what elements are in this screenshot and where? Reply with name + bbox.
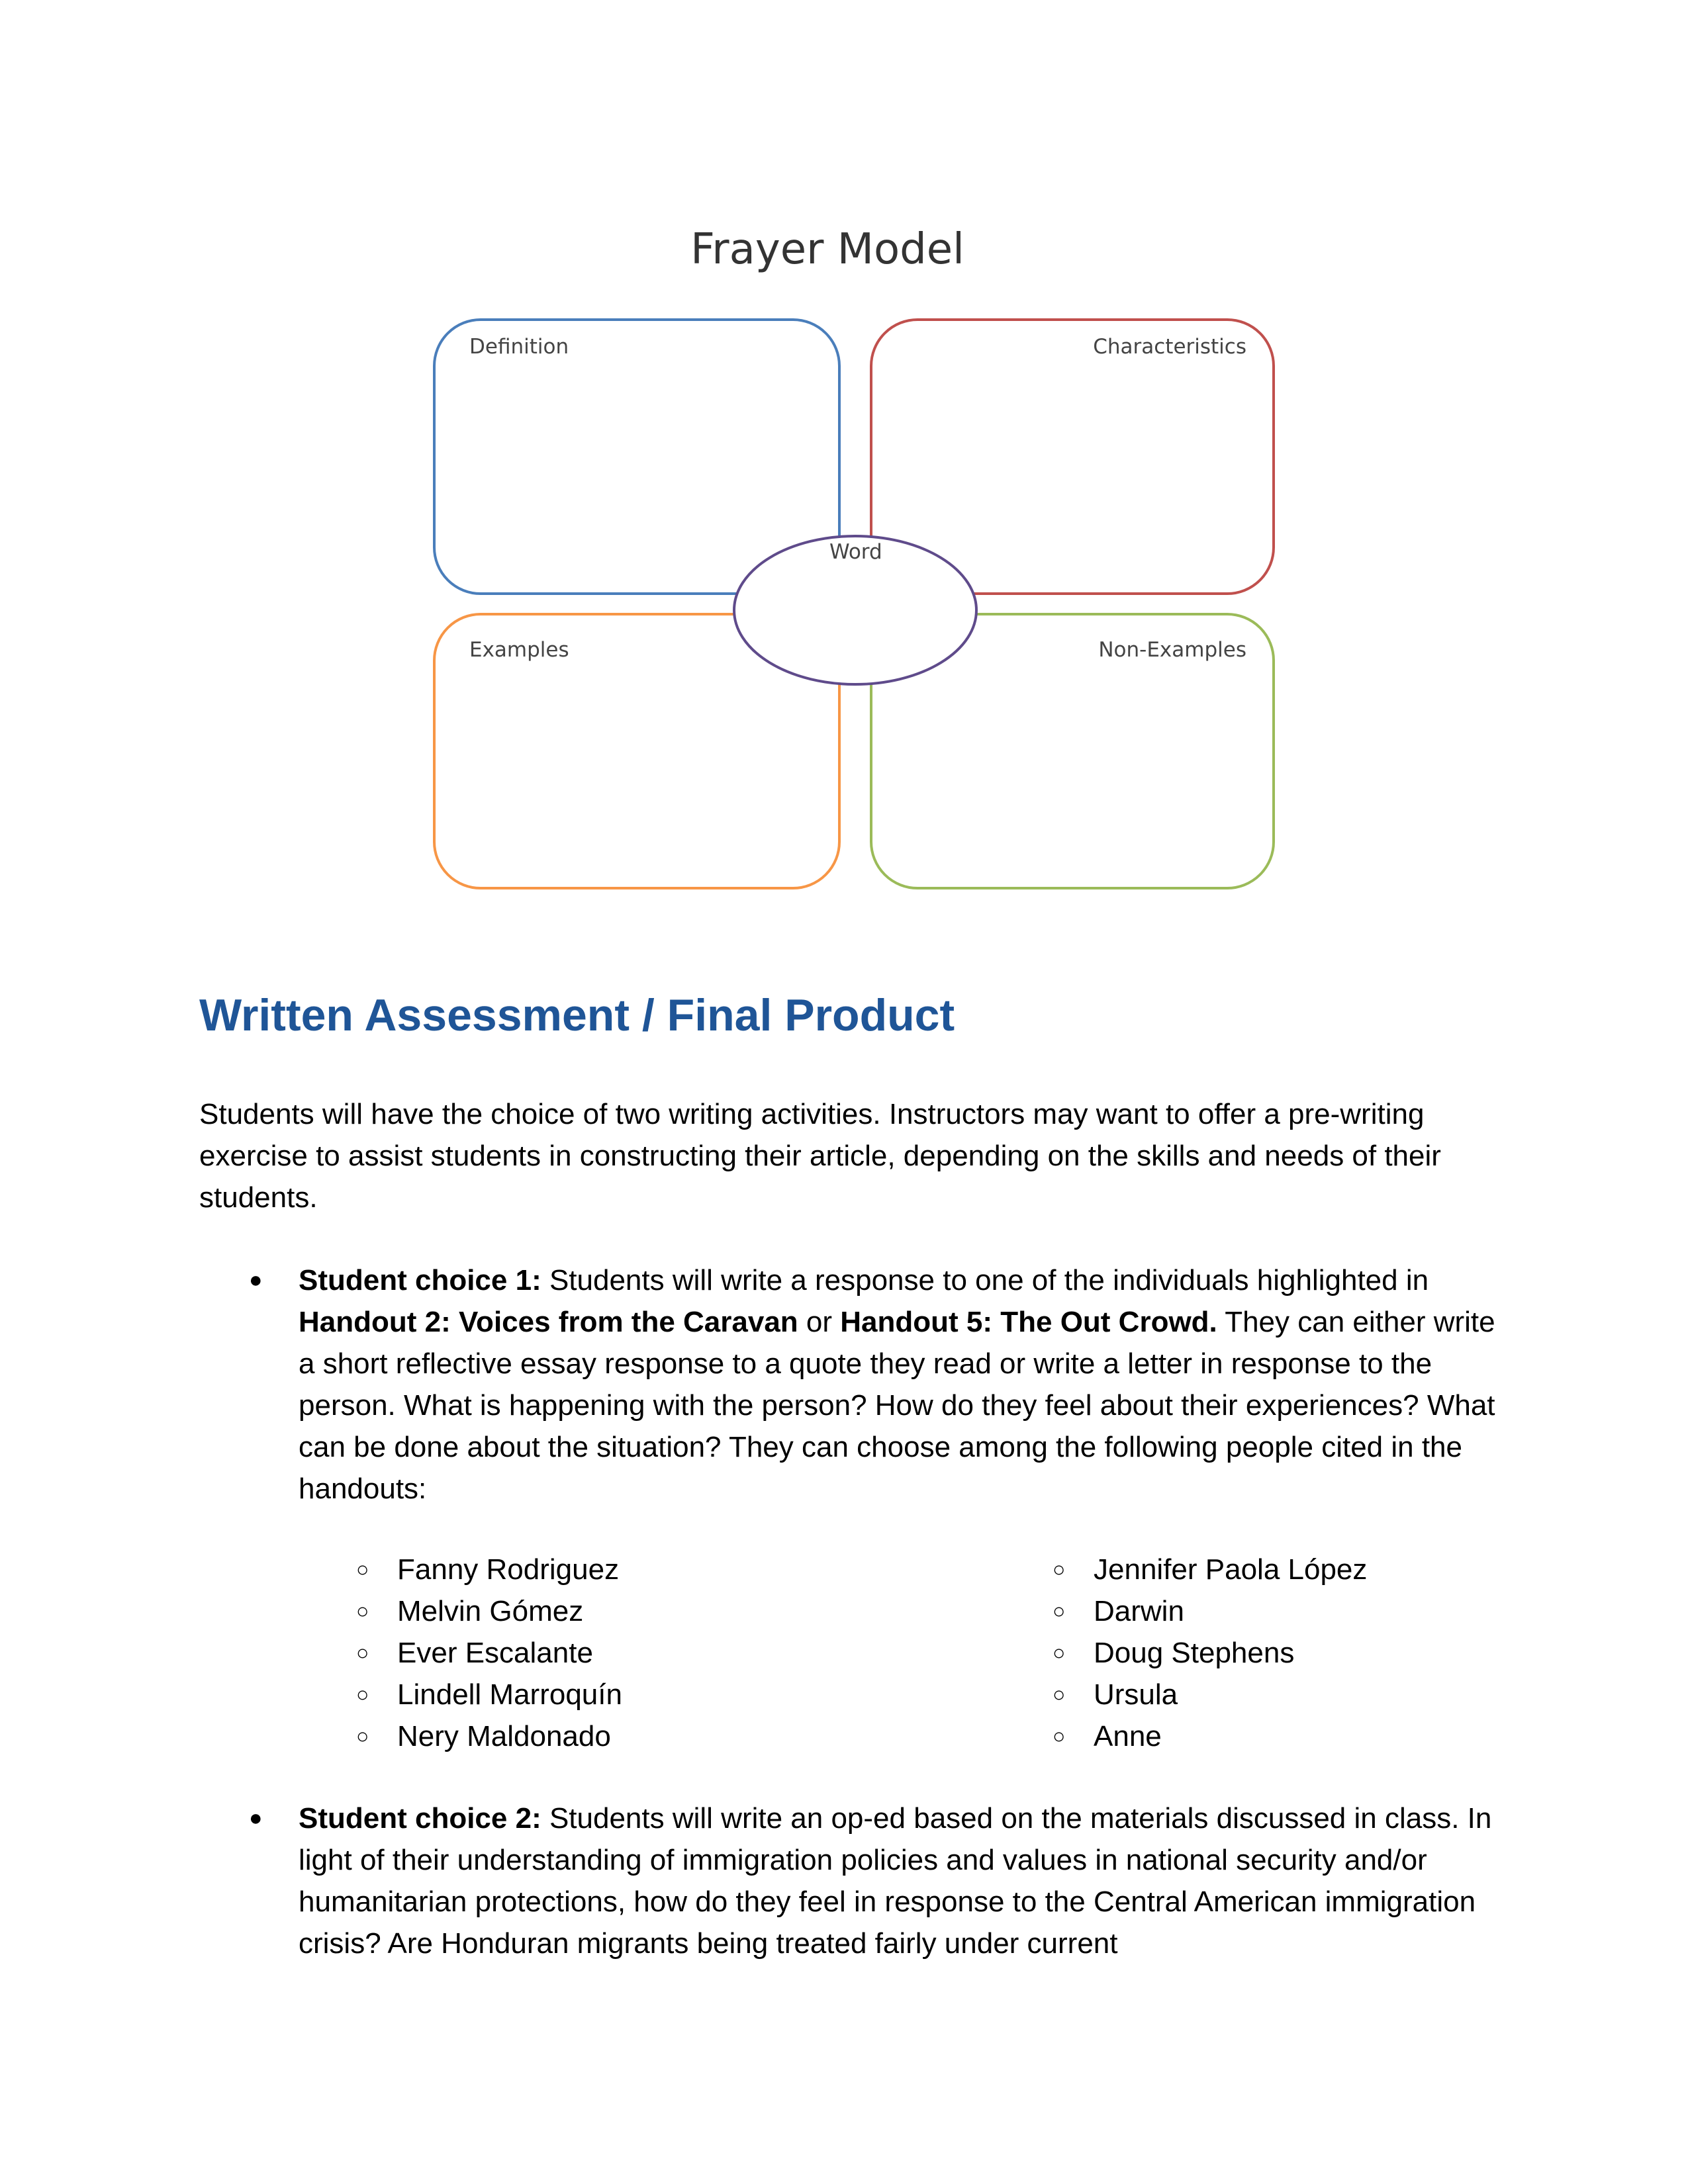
person-list-item <box>356 1674 622 1715</box>
person-name: Ursula <box>1094 1678 1178 1711</box>
person-name: Doug Stephens <box>1094 1637 1295 1669</box>
person-name: Melvin Gómez <box>397 1595 584 1627</box>
choice1-label: Student choice 1: <box>299 1264 541 1297</box>
student-choice-2 <box>299 1797 1503 1964</box>
characteristics-label: Characteristics <box>1093 335 1246 359</box>
person-name: Darwin <box>1094 1595 1184 1627</box>
frayer-model-diagram <box>0 0 1688 927</box>
person-name: Nery Maldonado <box>397 1720 611 1752</box>
person-list-item <box>1053 1674 1178 1715</box>
person-name: Jennifer Paola López <box>1094 1553 1368 1586</box>
non-examples-label: Non-Examples <box>1098 638 1246 662</box>
circle-bullet-icon: ○ <box>1053 1724 1066 1748</box>
word-label: Word <box>829 540 882 564</box>
person-list-item <box>356 1549 620 1590</box>
student-choice-1 <box>299 1259 1503 1510</box>
choice1-text-2: They can either write a short reflective essay response to a quote they read or write a letter in response to the person. What is happening with the person? How do they feel about their experiences? What can be done about the situation? They can choose among the following people cited in the handouts: <box>299 1306 1495 1505</box>
person-list-item <box>356 1715 611 1757</box>
section-heading: Written Assessment / Final Product <box>199 990 955 1040</box>
circle-bullet-icon: ○ <box>356 1641 369 1664</box>
frayer-shapes <box>0 0 1688 927</box>
person-list-item <box>1053 1549 1368 1590</box>
diagram-title: Frayer Model <box>690 225 964 274</box>
circle-bullet-icon: ○ <box>356 1557 369 1581</box>
choice2-text: Students will write an op-ed based on the materials discussed in class. In light of their understanding of immigration policies and values in national security and/or humanitarian protections, how do they feel in response to the Central American immigration crisis? Are Honduran migrants being treated fairly under current <box>299 1802 1492 1960</box>
person-list-item <box>1053 1632 1295 1674</box>
circle-bullet-icon: ○ <box>1053 1599 1066 1623</box>
choice1-or: or <box>798 1306 841 1338</box>
person-name: Lindell Marroquín <box>397 1678 622 1711</box>
circle-bullet-icon: ○ <box>356 1682 369 1706</box>
handout-2-ref: Handout 2: Voices from the Caravan <box>299 1306 798 1338</box>
person-name: Ever Escalante <box>397 1637 593 1669</box>
circle-bullet-icon: ○ <box>356 1599 369 1623</box>
person-list-item <box>1053 1715 1162 1757</box>
choice1-text: Students will write a response to one of the individuals highlighted in <box>541 1264 1429 1297</box>
circle-bullet-icon: ○ <box>1053 1557 1066 1581</box>
definition-label: Definition <box>469 335 569 359</box>
person-list-item <box>356 1632 593 1674</box>
circle-bullet-icon: ○ <box>356 1724 369 1748</box>
examples-label: Examples <box>469 638 569 662</box>
person-list-item <box>1053 1590 1184 1632</box>
bullet-icon: ● <box>249 1805 263 1831</box>
bullet-icon: ● <box>249 1267 263 1293</box>
intro-paragraph: Students will have the choice of two writing activities. Instructors may want to offer a pre-writing exercise to assist students in constructing their article, depending on the skills and needs of their students. <box>199 1098 1441 1214</box>
handout-5-ref: Handout 5: The Out Crowd. <box>840 1306 1217 1338</box>
choice2-label: Student choice 2: <box>299 1802 541 1835</box>
circle-bullet-icon: ○ <box>1053 1641 1066 1664</box>
circle-bullet-icon: ○ <box>1053 1682 1066 1706</box>
person-name: Fanny Rodriguez <box>397 1553 620 1586</box>
person-list-item <box>356 1590 584 1632</box>
person-name: Anne <box>1094 1720 1162 1752</box>
